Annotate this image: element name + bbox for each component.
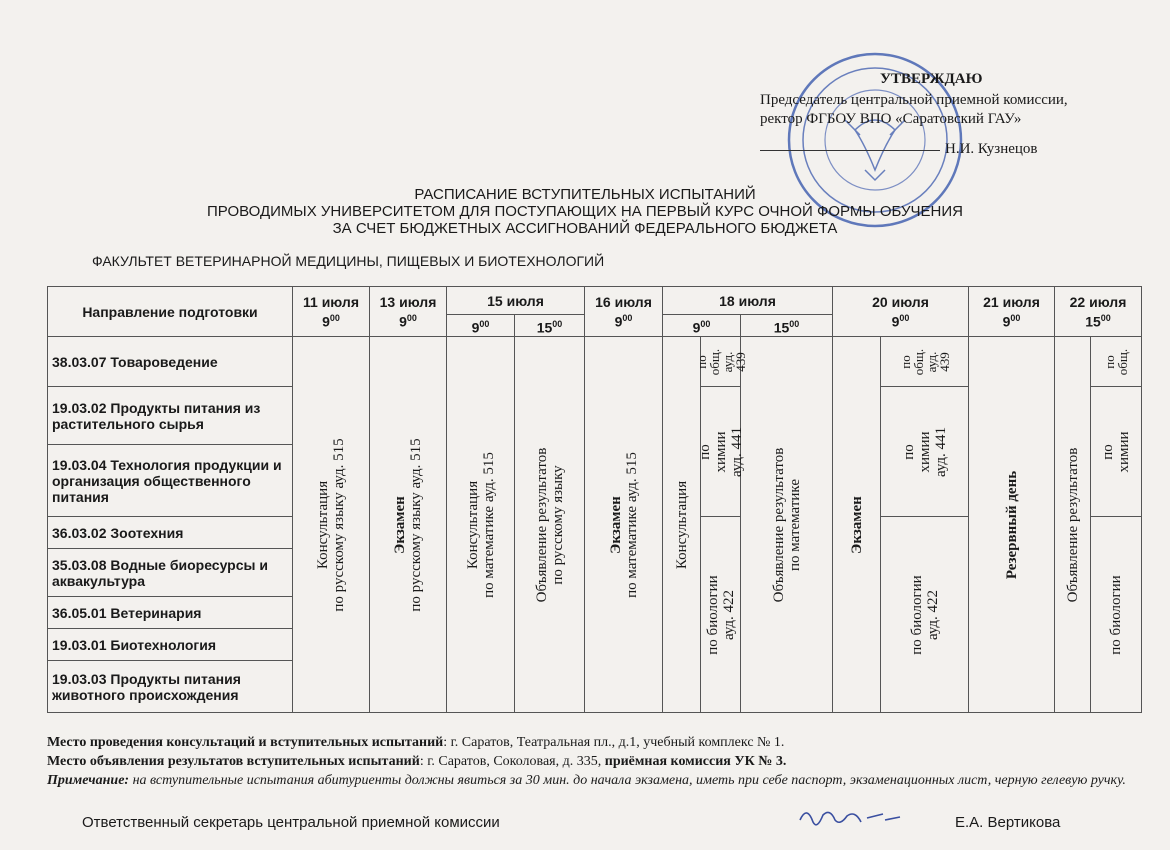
header-date-22: 22 июля $15^{00}$: [1055, 287, 1142, 337]
social-exam-cell-20: по общ. ауд. 439: [881, 337, 969, 387]
title-line-1: РАСПИСАНИЕ ВСТУПИТЕЛЬНЫХ ИСПЫТАНИЙ: [414, 186, 756, 203]
faculty-name: ФАКУЛЬТЕТ ВЕТЕРИНАРНОЙ МЕДИЦИНЫ, ПИЩЕВЫХ И БИОТЕХНОЛОГИЙ: [92, 253, 605, 269]
direction-cell: 19.03.04 Технология продукции и организация общественного питания: [48, 445, 293, 517]
direction-cell: 19.03.03 Продукты питания животного происхождения: [48, 661, 293, 713]
direction-cell: 35.03.08 Водные биоресурсы и аквакультура: [48, 549, 293, 597]
consult-math-cell: Консультация по математике ауд. 515: [447, 337, 515, 713]
approval-position: Председатель центральной приемной комиссии,: [760, 92, 1068, 108]
header-time-18-15: $15^{00}$: [741, 315, 833, 337]
consult-18-cell: Консультация: [663, 337, 701, 713]
chemistry-exam-cell-20: по химии ауд. 441: [881, 387, 969, 517]
header-time-15-9: $9^{00}$: [447, 315, 515, 337]
social-exam-cell-18: по общ. ауд. 439: [701, 337, 741, 387]
results-math-cell: Объявление результатов по математике: [741, 337, 833, 713]
biology-exam-cell-20: по биологии ауд. 422: [881, 517, 969, 713]
title-line-3: ЗА СЧЕТ БЮДЖЕТНЫХ АССИГНОВАНИЙ ФЕДЕРАЛЬНОГО БЮДЖЕТА: [332, 220, 838, 237]
header-date-18: 18 июля: [663, 287, 833, 315]
header-date-20: 20 июля $9^{00}$: [833, 287, 969, 337]
direction-cell: 19.03.02 Продукты питания из растительного сырья: [48, 387, 293, 445]
biology-results-cell: по биологии: [1091, 517, 1142, 713]
header-date-16: 16 июля $9^{00}$: [585, 287, 663, 337]
approval-org: ректор ФГБОУ ВПО «Саратовский ГАУ»: [760, 111, 1022, 127]
document-title: [0, 186, 1170, 237]
direction-cell: 36.05.01 Ветеринария: [48, 597, 293, 629]
direction-cell: 36.03.02 Зоотехния: [48, 517, 293, 549]
header-date-11: 11 июля $9^{00}$: [293, 287, 370, 337]
direction-cell: 38.03.07 Товароведение: [48, 337, 293, 387]
header-date-15: 15 июля: [447, 287, 585, 315]
exam-math-cell: Экзамен по математике ауд. 515: [585, 337, 663, 713]
results-place-line: Место объявления результатов вступительных испытаний: г. Саратов, Соколовая, д. 335, приёмная комиссия УК № 3.: [47, 754, 787, 769]
chemistry-exam-cell-18: по химии ауд. 441: [701, 387, 741, 517]
secretary-title: Ответственный секретарь центральной приемной комиссии: [82, 814, 500, 831]
consult-russian-cell: Консультация по русскому языку ауд. 515: [293, 337, 370, 713]
approval-heading: УТВЕРЖДАЮ: [880, 71, 983, 87]
approval-name: Н.И. Кузнецов: [945, 141, 1038, 157]
header-time-18-9: $9^{00}$: [663, 315, 741, 337]
header-date-13: 13 июля $9^{00}$: [370, 287, 447, 337]
direction-cell: 19.03.01 Биотехнология: [48, 629, 293, 661]
exam-20-cell: Экзамен: [833, 337, 881, 713]
results-final-cell: Объявление результатов: [1055, 337, 1091, 713]
results-russian-cell: Объявление результатов по русскому языку: [515, 337, 585, 713]
place-line: Место проведения консультаций и вступительных испытаний: г. Саратов, Театральная пл., д.1, учебный комплекс № 1.: [47, 735, 785, 750]
schedule-table: [47, 286, 1142, 713]
table-header-row: [48, 287, 1142, 315]
handwritten-signature: [795, 800, 905, 835]
secretary-name: Е.А. Вертикова: [955, 814, 1061, 831]
table-row: [48, 337, 1142, 387]
header-date-21: 21 июля $9^{00}$: [969, 287, 1055, 337]
chemistry-results-cell: по химии: [1091, 387, 1142, 517]
social-results-cell: по общ.: [1091, 337, 1142, 387]
exam-russian-cell: Экзамен по русскому языку ауд. 515: [370, 337, 447, 713]
header-time-15-15: $15^{00}$: [515, 315, 585, 337]
signature-line: [760, 150, 940, 151]
header-direction: Направление подготовки: [48, 287, 293, 337]
title-line-2: ПРОВОДИМЫХ УНИВЕРСИТЕТОМ ДЛЯ ПОСТУПАЮЩИХ НА ПЕРВЫЙ КУРС ОЧНОЙ ФОРМЫ ОБУЧЕНИЯ: [207, 203, 963, 220]
reserve-day-cell: Резервный день: [969, 337, 1055, 713]
footer-notes: [47, 733, 1137, 790]
biology-exam-cell-18: по биологии ауд. 422: [701, 517, 741, 713]
note-line: Примечание: на вступительные испытания абитуриенты должны явиться за 30 мин. до начала экзамена, иметь при себе паспорт, экзаменационных лист, черную гелевую ручку.: [47, 773, 1126, 788]
